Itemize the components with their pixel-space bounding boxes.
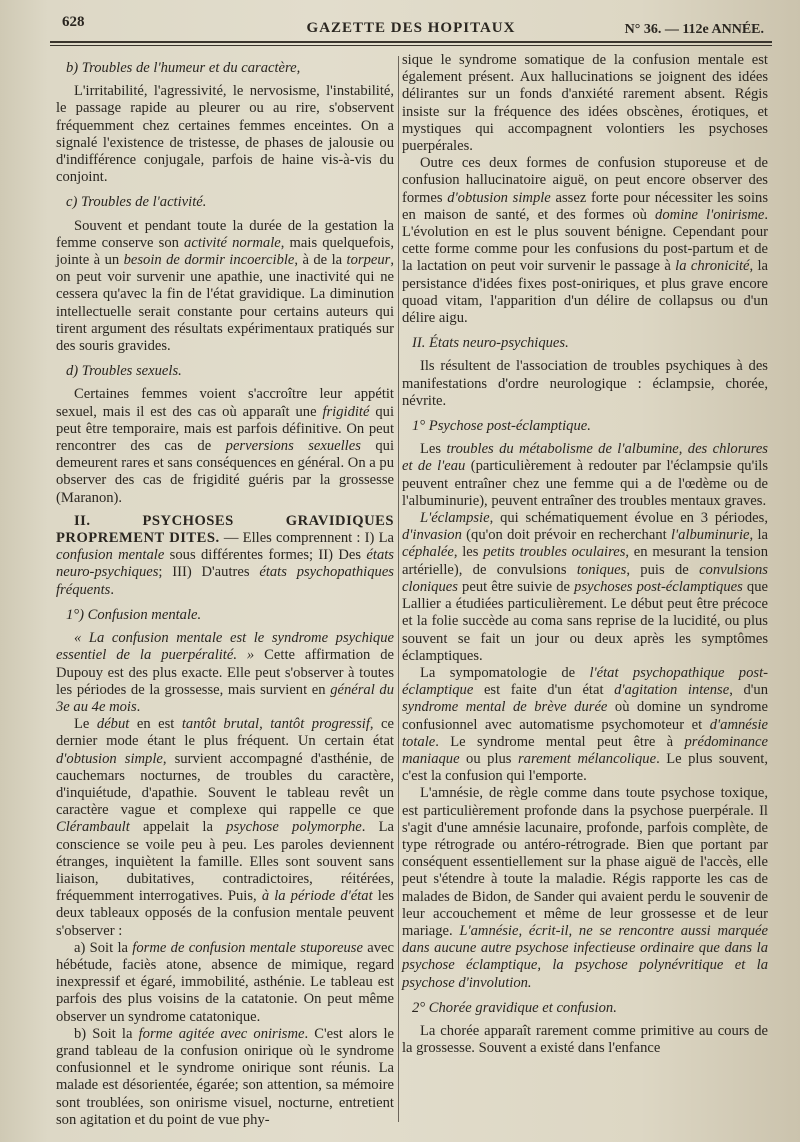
paragraph: L'éclampsie, qui schématiquement évolue en 3 périodes, d'invasion (qu'on doit prévoir en recherchant l'albuminurie, la céphalée, les petits troubles oculaires, en mesurant la tension artérielle), de convulsions toniques, puis de convulsions cloniques peut être suivie de psychoses post-éclamptiques que Lallier a étudiées particulièrement. Le début peut être précoce et la folie succède au coma sans reprise de la lucidité, ou plus souvent se fait un jour ou deux après les symptômes éclamptiques.	[402, 510, 768, 664]
paragraph: Souvent et pendant toute la durée de la gestation la femme conserve son activité normale, mais quelquefois, jointe à un besoin de dormir incoercible, à de la torpeur, on peut voir survenir une apathie, une inactivité qui ne cessera qu'avec la fin de l'état gravidique. La diminution intellectuelle serait constante pour certains auteurs qui tirent argument des résultats expérimentaux pratiqués sur des souris gravides.	[56, 217, 394, 355]
column-divider	[398, 56, 399, 1122]
paragraph: sique le syndrome somatique de la confusion mentale est également présent. Aux hallucinations se joignent des idées délirantes sur un fonds d'anxiété rarement absent. Régis insiste sur la fréquence des idées obscènes, érotiques, et mystiques qui accompagnent volontiers les psychoses puerpérales.	[402, 52, 768, 155]
paragraph: Certaines femmes voient s'accroître leur appétit sexuel, mais il est des cas où apparaît une frigidité qui peut être temporaire, mais est parfois définitive. On peut rencontrer des cas de perversions sexuelles qui demeurent rares et sans conséquences en général. On a pu observer des cas de frigidité guéris par la grossesse (Maranon).	[56, 386, 394, 506]
issue-number: N° 36. — 112e ANNÉE.	[624, 22, 764, 37]
paragraph: La chorée apparaît rarement comme primitive au cours de la grossesse. Souvent a existé dans l'enfance	[402, 1022, 768, 1057]
journal-title: GAZETTE DES HOPITAUX	[306, 20, 516, 36]
heading-choree-gravidique: 2° Chorée gravidique et confusion.	[412, 999, 617, 1016]
running-header	[50, 12, 772, 42]
paragraph: Le début en est tantôt brutal, tantôt progressif, ce dernier mode étant le plus fréquent. Un certain état d'obtusion simple, survient accompagné d'asthénie, de cauchemars nocturnes, de troubles du caractère, d'inquiétude, d'apathie. Souvent le tableau revêt un caractère vague et complexe qui rappelle ce que Clérambault appelait la psychose polymorphe. La conscience se voile peu à peu. Les paroles deviennent étranges, inquiètent la famille. Elles sont souvent sans liaison, dubitatives, contradictoires, réitérées, fréquemment interrogatives. Puis, à la période d'état les deux tableaux opposés de la confusion mentale peuvent s'observer :	[56, 716, 395, 939]
heading-confusion-mentale: 1°) Confusion mentale.	[66, 606, 202, 623]
left-column	[56, 52, 394, 1132]
paragraph: « La confusion mentale est le syndrome psychique essentiel de la puerpéralité. » Cette affirmation de Dupouy est des plus exacte. Elle peut s'observer à toutes les périodes de la grossesse, mais survient en général du 3e au 4e mois.	[56, 630, 395, 715]
paragraph: b) Soit la forme agitée avec onirisme. C'est alors le grand tableau de la confusion onirique où le syndrome confusionnel et le syndrome onirique sont réunis. La malade est désorientée, égarée; son attention, sa mémoire sont troublées, son onirisme visuel, nocturne, entretient son agitation et du point de vue phy-	[56, 1025, 394, 1128]
paragraph: L'irritabilité, l'agressivité, le nervosisme, l'instabilité, le passage rapide au pleurer ou au rire, s'observent fréquemment chez certaines femmes enceintes. On a signalé l'existence de tristesse, de phases de jalousie ou d'indifférence conjugale, parfois de haine vis-à-vis du conjoint.	[56, 83, 394, 186]
heading-psychose-post-eclamptique: 1° Psychose post-éclamptique.	[412, 418, 591, 435]
paragraph: Les troubles du métabolisme de l'albumine, des chlorures et de l'eau (particulièrement à redouter par l'éclampsie qu'ils peuvent entraîner chez une femme qui a de l'œdème ou de l'albuminurie), peuvent entraîner des troubles mentaux graves.	[402, 441, 768, 509]
header-rule	[50, 41, 772, 43]
paragraph: Ils résultent de l'association de troubles psychiques à des manifestations d'ordre neurologique : éclampsie, chorée, névrite.	[402, 358, 768, 409]
paragraph: a) Soit la forme de confusion mentale stuporeuse avec hébétude, faciès atone, absence de mimique, regard inexpressif et égaré, immobilité, asthénie. Le tableau est parfois des plus voisins de la catatonie. On peut même observer un syndrome catatonique.	[56, 939, 394, 1025]
header-rule-thin	[50, 45, 772, 46]
paragraph: Outre ces deux formes de confusion stuporeuse et de confusion hallucinatoire aiguë, on peut encore observer des formes d'obtusion simple assez forte pour nécessiter les soins en maison de santé, et des formes où domine l'onirisme. L'évolution en est le plus souvent bénigne. Cependant pour cette forme comme pour les confusions du post-partum et de la lactation on peut voir survenir le passage à la chronicité, la persistance d'idées fixes post-oniriques, et plus grave encore quoad vitam, l'apparition d'un délire de collapsus ou d'un délire aigu.	[402, 155, 768, 327]
paragraph: La sympomatologie de l'état psychopathique post-éclamptique est faite d'un état d'agitation intense, d'un syndrome mental de brève durée où domine un syndrome confusionnel avec automatisme psychomoteur et d'amnésie totale. Le syndrome mental peut être à prédominance maniaque ou plus rarement mélancolique. Le plus souvent, c'est la confusion qui l'emporte.	[402, 664, 768, 785]
heading-troubles-humeur: b) Troubles de l'humeur et du caractère,	[66, 60, 301, 76]
paragraph: L'amnésie, de règle comme dans toute psychose toxique, est particulièrement profonde dans la psychose puerpérale. Il s'agit d'une amnésie lacunaire, profonde, parfois complète, de type rétrograde ou antéro-rétrograde. Bien que portant par conséquent essentiellement sur la phase aiguë de l'accès, elle peut s'étendre à toute la maladie. Régis rapporte les cas de malades de Bidon, de Sander qui avaient perdu le souvenir de leur accouchement et même de leur grossesse et de leur mariage. L'amnésie, écrit-il, ne se rencontre aussi marquée dans aucune autre psychose infectieuse ordinaire que dans la psychose éclamptique, la psychose polynévritique et la psychose d'involution.	[402, 785, 768, 991]
page-number: 628	[62, 14, 85, 30]
section-heading-psychoses: II. PSYCHOSES GRAVIDIQUES PROPREMENT DITES. — Elles comprennent : I) La confusion mentale sous différentes formes; II) Des états neuro-psychiques; III) D'autres états psychopathiques fréquents.	[56, 512, 394, 598]
heading-troubles-activite: c) Troubles de l'activité.	[66, 194, 207, 211]
heading-etats-neuro-psychiques: II. États neuro-psychiques.	[412, 335, 569, 352]
right-column	[402, 52, 768, 1132]
heading-troubles-sexuels: d) Troubles sexuels.	[66, 363, 182, 380]
